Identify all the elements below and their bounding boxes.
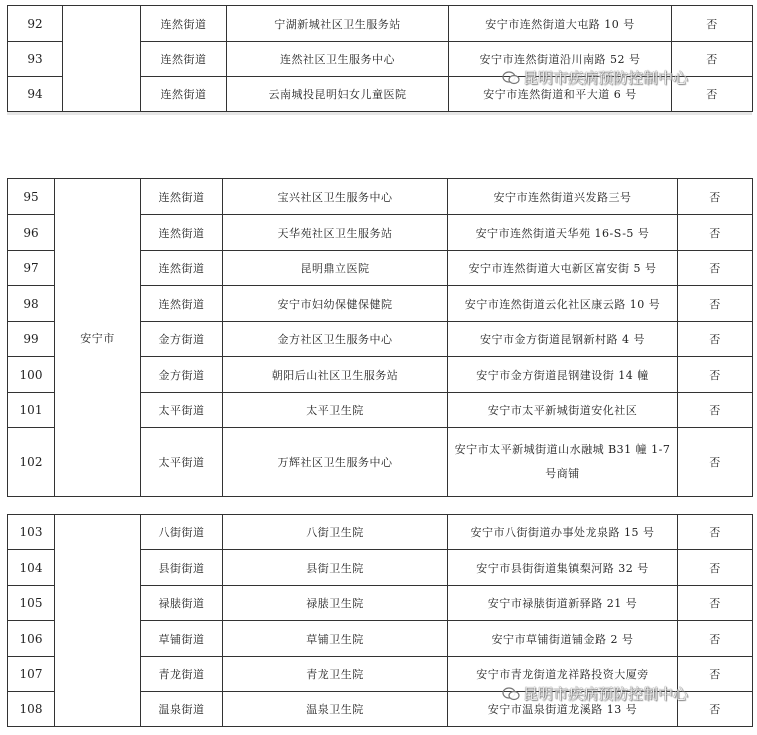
address-cell: 安宁市金方街道昆钢建设街 14 幢	[448, 357, 678, 393]
facility-name-cell: 草铺卫生院	[223, 621, 448, 657]
flag-cell: 否	[678, 215, 753, 251]
flag-cell: 否	[678, 286, 753, 322]
flag-cell: 否	[678, 657, 753, 692]
street-cell: 温泉街道	[141, 692, 223, 727]
facility-name-cell: 青龙卫生院	[223, 657, 448, 692]
facility-name-cell: 宁湖新城社区卫生服务站	[227, 6, 449, 42]
street-cell: 连然街道	[141, 6, 227, 42]
address-cell: 安宁市八街街道办事处龙泉路 15 号	[448, 515, 678, 550]
street-cell: 青龙街道	[141, 657, 223, 692]
flag-cell: 否	[672, 42, 753, 77]
flag-cell: 否	[678, 621, 753, 657]
address-cell: 安宁市连然街道和平大道 6 号	[449, 77, 672, 112]
district-cell: 安宁市	[55, 179, 141, 497]
table-row	[8, 179, 753, 215]
row-number: 96	[8, 215, 55, 251]
address-cell: 安宁市连然街道云化社区康云路 10 号	[448, 286, 678, 322]
facility-name-cell: 八街卫生院	[223, 515, 448, 550]
row-number: 99	[8, 322, 55, 357]
row-number: 93	[8, 42, 63, 77]
street-cell: 县街街道	[141, 550, 223, 586]
flag-cell: 否	[672, 77, 753, 112]
address-cell: 安宁市连然街道天华苑 16-S-5 号	[448, 215, 678, 251]
address-cell: 安宁市青龙街道龙祥路投资大厦旁	[448, 657, 678, 692]
facility-name-cell: 昆明鼎立医院	[223, 251, 448, 286]
street-cell: 连然街道	[141, 179, 223, 215]
street-cell: 连然街道	[141, 42, 227, 77]
address-cell: 安宁市太平新城街道安化社区	[448, 393, 678, 428]
address-cell: 安宁市金方街道昆钢新村路 4 号	[448, 322, 678, 357]
row-number: 103	[8, 515, 55, 550]
flag-cell: 否	[678, 322, 753, 357]
district-cell	[55, 515, 141, 727]
facility-name-cell: 万辉社区卫生服务中心	[223, 428, 448, 497]
row-number: 101	[8, 393, 55, 428]
table-fragment-2	[7, 178, 752, 500]
row-number: 104	[8, 550, 55, 586]
address-cell: 安宁市连然街道沿川南路 52 号	[449, 42, 672, 77]
street-cell: 连然街道	[141, 251, 223, 286]
street-cell: 金方街道	[141, 322, 223, 357]
address-cell: 安宁市温泉街道龙溪路 13 号	[448, 692, 678, 727]
address-cell: 安宁市连然街道大屯路 10 号	[449, 6, 672, 42]
street-cell: 连然街道	[141, 215, 223, 251]
watermark-text: 昆明市疾病预防控制中心	[523, 69, 689, 87]
row-number: 100	[8, 357, 55, 393]
facility-name-cell: 金方社区卫生服务中心	[223, 322, 448, 357]
flag-cell: 否	[678, 692, 753, 727]
watermark-2	[502, 683, 688, 704]
flag-cell: 否	[678, 357, 753, 393]
watermark-text: 昆明市疾病预防控制中心	[523, 685, 689, 703]
row-number: 95	[8, 179, 55, 215]
flag-cell: 否	[678, 428, 753, 497]
facility-name-cell: 安宁市妇幼保健保健院	[223, 286, 448, 322]
address-cell: 安宁市草铺街道铺金路 2 号	[448, 621, 678, 657]
facility-name-cell: 连然社区卫生服务中心	[227, 42, 449, 77]
street-cell: 八街街道	[141, 515, 223, 550]
address-cell: 安宁市禄脿街道新驿路 21 号	[448, 586, 678, 621]
clinic-table-2	[7, 178, 753, 497]
street-cell: 禄脿街道	[141, 586, 223, 621]
flag-cell: 否	[678, 251, 753, 286]
row-number: 108	[8, 692, 55, 727]
table-row	[8, 6, 753, 42]
table-row	[8, 515, 753, 550]
street-cell: 太平街道	[141, 393, 223, 428]
row-number: 102	[8, 428, 55, 497]
flag-cell: 否	[678, 586, 753, 621]
facility-name-cell: 县街卫生院	[223, 550, 448, 586]
row-number: 94	[8, 77, 63, 112]
wechat-icon	[502, 71, 520, 85]
district-cell	[63, 6, 141, 112]
row-number: 105	[8, 586, 55, 621]
row-number: 92	[8, 6, 63, 42]
row-number: 107	[8, 657, 55, 692]
facility-name-cell: 宝兴社区卫生服务中心	[223, 179, 448, 215]
row-number: 98	[8, 286, 55, 322]
flag-cell: 否	[672, 6, 753, 42]
row-number: 97	[8, 251, 55, 286]
flag-cell: 否	[678, 393, 753, 428]
facility-name-cell: 禄脿卫生院	[223, 586, 448, 621]
table-fragment-1	[7, 5, 752, 115]
watermark-1	[502, 67, 688, 88]
facility-name-cell: 温泉卫生院	[223, 692, 448, 727]
street-cell: 草铺街道	[141, 621, 223, 657]
street-cell: 连然街道	[141, 77, 227, 112]
row-number: 106	[8, 621, 55, 657]
address-cell: 安宁市县街街道集镇梨河路 32 号	[448, 550, 678, 586]
street-cell: 太平街道	[141, 428, 223, 497]
street-cell: 金方街道	[141, 357, 223, 393]
flag-cell: 否	[678, 179, 753, 215]
address-cell: 安宁市连然街道大屯新区富安街 5 号	[448, 251, 678, 286]
address-cell: 安宁市太平新城街道山水融城 B31 幢 1-7 号商铺	[448, 428, 678, 497]
wechat-icon	[502, 687, 520, 701]
street-cell: 连然街道	[141, 286, 223, 322]
flag-cell: 否	[678, 515, 753, 550]
address-cell: 安宁市连然街道兴发路三号	[448, 179, 678, 215]
facility-name-cell: 朝阳后山社区卫生服务站	[223, 357, 448, 393]
clinic-table-1	[7, 5, 753, 112]
facility-name-cell: 太平卫生院	[223, 393, 448, 428]
facility-name-cell: 云南城投昆明妇女儿童医院	[227, 77, 449, 112]
facility-name-cell: 天华苑社区卫生服务站	[223, 215, 448, 251]
flag-cell: 否	[678, 550, 753, 586]
